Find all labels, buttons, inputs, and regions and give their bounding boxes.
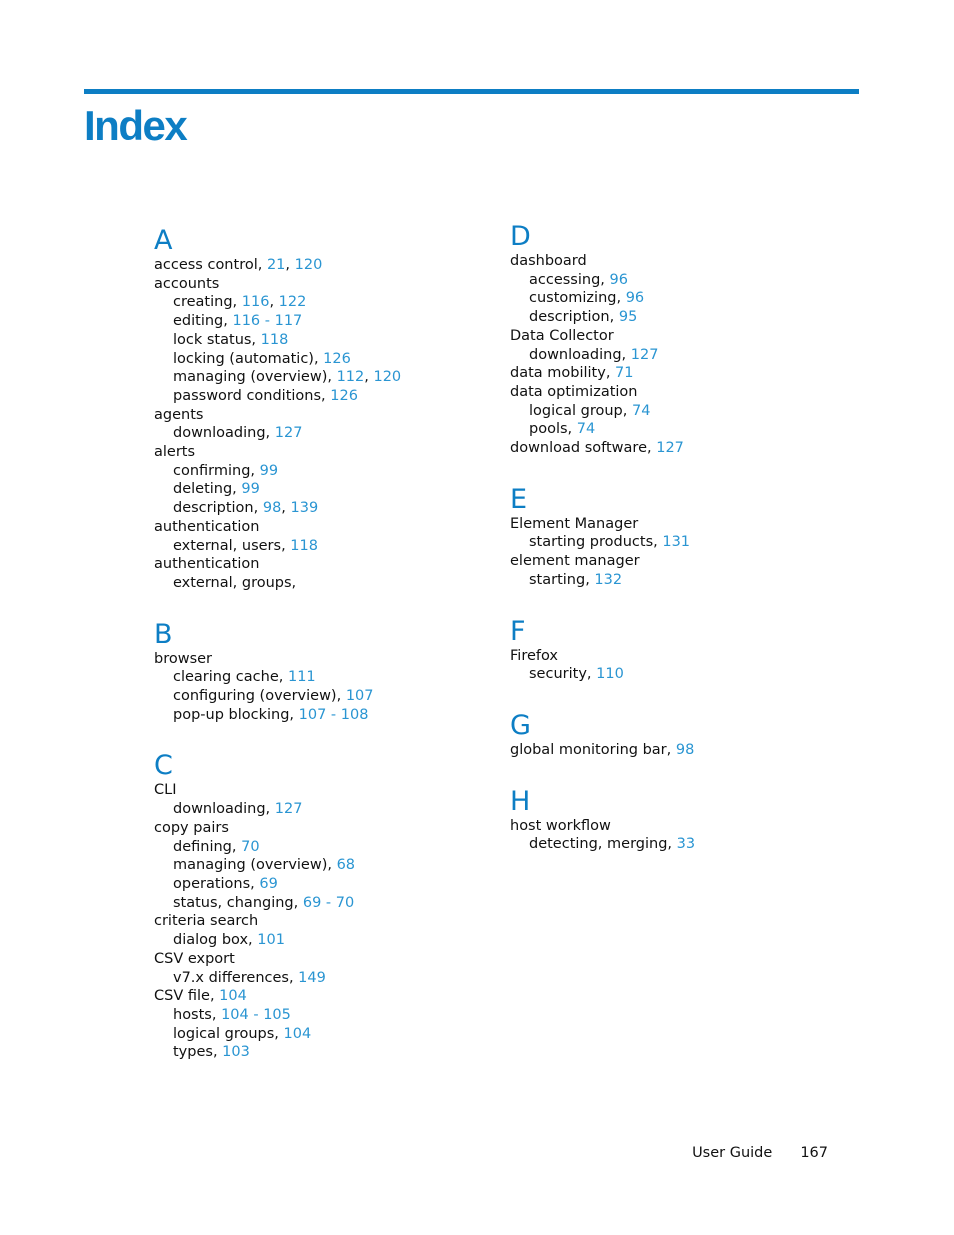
- index-subentry: [510, 571, 830, 590]
- page-ref-link[interactable]: 104 - 105: [221, 1006, 291, 1023]
- entry-term: description,: [173, 500, 263, 517]
- index-subentry: [510, 665, 830, 684]
- entry-term: locking (automatic),: [173, 350, 324, 367]
- entry-term: alerts: [154, 444, 196, 461]
- page-ref-link[interactable]: 101: [257, 932, 285, 949]
- index-section-e: [510, 485, 830, 590]
- entry-term: external, users,: [173, 537, 291, 554]
- index-entry: [154, 555, 474, 574]
- index-subentry: [154, 424, 474, 443]
- page-footer: [692, 1142, 828, 1164]
- index-subentry: [154, 1006, 474, 1025]
- index-subentry: [510, 346, 830, 365]
- index-section-c: [154, 751, 474, 1062]
- entry-term: host workflow: [510, 817, 611, 834]
- page-ref-link[interactable]: 126: [323, 350, 351, 367]
- ref-separator: ,: [364, 369, 374, 386]
- index-subentry: [154, 931, 474, 950]
- page-ref-link[interactable]: 107: [345, 688, 374, 705]
- index-section-b: [154, 620, 474, 725]
- page-ref-link[interactable]: 118: [260, 331, 289, 348]
- section-letter: F: [510, 615, 526, 647]
- entry-term: detecting, merging,: [529, 836, 677, 853]
- entry-term: hosts,: [173, 1006, 222, 1023]
- index-subentry: [510, 271, 830, 290]
- page-ref-link[interactable]: 99: [241, 481, 260, 498]
- entry-term: starting,: [529, 571, 595, 588]
- ref-separator: ,: [269, 294, 279, 311]
- section-letter: A: [154, 225, 173, 256]
- page-ref-link[interactable]: 71: [615, 365, 634, 382]
- entry-term: deleting,: [173, 481, 242, 498]
- entry-term: external, groups,: [173, 574, 297, 591]
- index-subentry: [154, 1043, 474, 1062]
- index-subentry: [154, 368, 474, 387]
- entry-term: pop-up blocking,: [173, 706, 299, 723]
- index-entry: [154, 987, 474, 1006]
- page-ref-link[interactable]: 74: [576, 421, 596, 438]
- index-subentry: [510, 420, 830, 439]
- index-entry: [154, 443, 474, 462]
- index-subentry: [154, 856, 474, 875]
- index-entry: [154, 256, 474, 275]
- page-ref-link[interactable]: 127: [630, 346, 659, 363]
- index-entry: [510, 327, 830, 346]
- index-subentry: [510, 289, 830, 308]
- page-ref-link[interactable]: 127: [274, 425, 303, 442]
- entry-term: accessing,: [529, 271, 610, 288]
- entry-term: downloading,: [173, 801, 275, 818]
- index-entry: [510, 647, 830, 666]
- index-entry: [510, 383, 830, 402]
- entry-term: logical group,: [529, 402, 632, 419]
- page-ref-link[interactable]: 131: [662, 534, 691, 551]
- entry-term: data optimization: [510, 383, 638, 400]
- page-ref-link[interactable]: 110: [596, 666, 624, 683]
- entry-term: browser: [154, 650, 213, 667]
- footer-guide-label: User Guide: [692, 1145, 773, 1161]
- page-ref-link[interactable]: 69 - 70: [302, 894, 355, 911]
- entry-term: operations,: [173, 875, 260, 892]
- index-section-h: [510, 787, 830, 854]
- index-entry: [154, 650, 474, 669]
- index-subentry: [154, 537, 474, 556]
- index-subentry: [154, 875, 474, 894]
- index-entry: [154, 275, 474, 294]
- page-ref-link[interactable]: 120: [373, 369, 402, 386]
- page-ref-link[interactable]: 111: [287, 669, 316, 686]
- index-entry: [510, 817, 830, 836]
- entry-term: creating,: [173, 294, 242, 311]
- entry-term: copy pairs: [154, 819, 229, 836]
- entry-term: confirming,: [173, 462, 260, 479]
- entry-term: CSV file,: [154, 988, 220, 1005]
- entry-term: CSV export: [154, 950, 235, 967]
- entry-term: managing (overview),: [173, 857, 337, 874]
- entry-term: customizing,: [529, 290, 626, 307]
- entry-term: editing,: [173, 313, 233, 330]
- index-subentry: [154, 668, 474, 687]
- entry-term: element manager: [510, 553, 640, 570]
- entry-term: description,: [529, 309, 619, 326]
- entry-term: Firefox: [510, 647, 558, 664]
- index-entry: [154, 912, 474, 931]
- index-entry: [510, 364, 830, 383]
- page-ref-link[interactable]: 96: [625, 290, 645, 307]
- page-ref-link[interactable]: 70: [241, 838, 260, 855]
- index-subentry: [510, 402, 830, 421]
- index-subentry: [154, 687, 474, 706]
- entry-term: configuring (overview),: [173, 688, 346, 705]
- index-entry: [154, 406, 474, 425]
- index-subentry: [154, 350, 474, 369]
- page-ref-link[interactable]: 104: [219, 988, 247, 1005]
- index-section-d: [510, 222, 830, 458]
- entry-term: password conditions,: [173, 387, 331, 404]
- section-letter: B: [154, 618, 173, 650]
- page-ref-link[interactable]: 107 - 108: [298, 706, 369, 723]
- entry-term: downloading,: [173, 425, 275, 442]
- page-ref-link[interactable]: 120: [294, 257, 323, 273]
- entry-term: types,: [173, 1044, 223, 1061]
- page-ref-link[interactable]: 139: [290, 500, 319, 517]
- entry-term: v7.x differences,: [173, 969, 299, 986]
- section-letter: D: [510, 221, 531, 252]
- entry-term: criteria search: [154, 913, 259, 930]
- index-subentry: [154, 331, 474, 350]
- index-subentry: [154, 706, 474, 725]
- page-ref-link[interactable]: 104: [283, 1025, 312, 1042]
- page-ref-link[interactable]: 126: [330, 387, 358, 404]
- entry-term: dashboard: [510, 253, 587, 269]
- index-entry: [154, 950, 474, 969]
- index-subentry: [510, 835, 830, 854]
- index-subentry: [154, 312, 474, 331]
- index-subentry: [154, 293, 474, 312]
- index-entry: [510, 741, 830, 760]
- section-letter: G: [510, 709, 531, 741]
- index-entry: [510, 252, 830, 271]
- page-ref-link[interactable]: 118: [290, 537, 318, 554]
- section-letter: E: [510, 483, 528, 515]
- entry-term: lock status,: [173, 331, 261, 348]
- index-subentry: [154, 574, 474, 593]
- index-subentry: [510, 308, 830, 327]
- page-ref-link[interactable]: 95: [618, 309, 638, 326]
- section-letter: H: [510, 785, 531, 817]
- entry-term: access control,: [154, 257, 267, 273]
- index-subentry: [154, 499, 474, 518]
- index-subentry: [510, 533, 830, 552]
- entry-term: security,: [529, 666, 597, 683]
- page-ref-link[interactable]: 33: [676, 836, 696, 853]
- page-ref-link[interactable]: 116: [241, 294, 270, 311]
- index-entry: [510, 552, 830, 571]
- page-ref-link[interactable]: 98: [675, 741, 695, 758]
- page-ref-link[interactable]: 149: [298, 969, 326, 986]
- index-entry: [154, 781, 474, 800]
- index-subentry: [154, 1025, 474, 1044]
- entry-term: downloading,: [529, 346, 631, 363]
- section-letter: C: [154, 750, 173, 782]
- index-section-a: [154, 226, 474, 593]
- index-subentry: [154, 894, 474, 913]
- page-ref-link[interactable]: 103: [222, 1044, 250, 1061]
- entry-term: pools,: [529, 421, 577, 438]
- index-subentry: [154, 838, 474, 857]
- page-ref-link[interactable]: 116 - 117: [232, 313, 303, 330]
- entry-term: accounts: [154, 275, 220, 292]
- index-section-g: [510, 711, 830, 760]
- page-ref-link[interactable]: 127: [274, 801, 303, 818]
- entry-term: data mobility,: [510, 365, 616, 382]
- page-ref-link[interactable]: 132: [594, 571, 623, 588]
- entry-term: clearing cache,: [173, 669, 288, 686]
- index-subentry: [154, 462, 474, 481]
- index-entry: [510, 439, 830, 458]
- entry-term: agents: [154, 406, 204, 423]
- entry-term: managing (overview),: [173, 369, 337, 386]
- index-entry: [154, 819, 474, 838]
- page-ref-link[interactable]: 122: [278, 294, 307, 311]
- entry-term: starting products,: [529, 534, 663, 551]
- ref-separator: ,: [281, 500, 291, 517]
- entry-term: global monitoring bar,: [510, 741, 676, 758]
- header-rule: [84, 89, 859, 94]
- index-subentry: [154, 480, 474, 499]
- index-section-f: [510, 617, 830, 684]
- footer-page-number: 167: [800, 1145, 828, 1161]
- index-subentry: [154, 387, 474, 406]
- page-ref-link[interactable]: 69: [259, 875, 278, 892]
- index-subentry: [154, 969, 474, 988]
- page-ref-link[interactable]: 96: [609, 271, 628, 288]
- page-ref-link[interactable]: 74: [631, 402, 651, 419]
- entry-term: authentication: [154, 518, 260, 535]
- page-title: Index: [84, 102, 187, 149]
- page-ref-link[interactable]: 21: [266, 257, 286, 273]
- page-ref-link[interactable]: 99: [259, 462, 279, 479]
- index-column-left: [154, 226, 474, 1089]
- ref-separator: ,: [285, 257, 295, 273]
- entry-term: status, changing,: [173, 894, 303, 911]
- entry-term: defining,: [173, 838, 242, 855]
- entry-term: authentication: [154, 556, 260, 573]
- page-ref-link[interactable]: 98: [262, 500, 282, 517]
- entry-term: Data Collector: [510, 327, 614, 344]
- page-ref-link[interactable]: 68: [336, 857, 356, 874]
- entry-term: Element Manager: [510, 515, 639, 532]
- entry-term: download software,: [510, 440, 657, 457]
- entry-term: dialog box,: [173, 932, 258, 949]
- index-entry: [510, 515, 830, 534]
- entry-term: logical groups,: [173, 1025, 284, 1042]
- page-ref-link[interactable]: 112: [336, 369, 365, 386]
- entry-term: CLI: [154, 782, 177, 799]
- index-column-right: [510, 222, 830, 881]
- index-entry: [154, 518, 474, 537]
- index-subentry: [154, 800, 474, 819]
- page-ref-link[interactable]: 127: [656, 440, 684, 457]
